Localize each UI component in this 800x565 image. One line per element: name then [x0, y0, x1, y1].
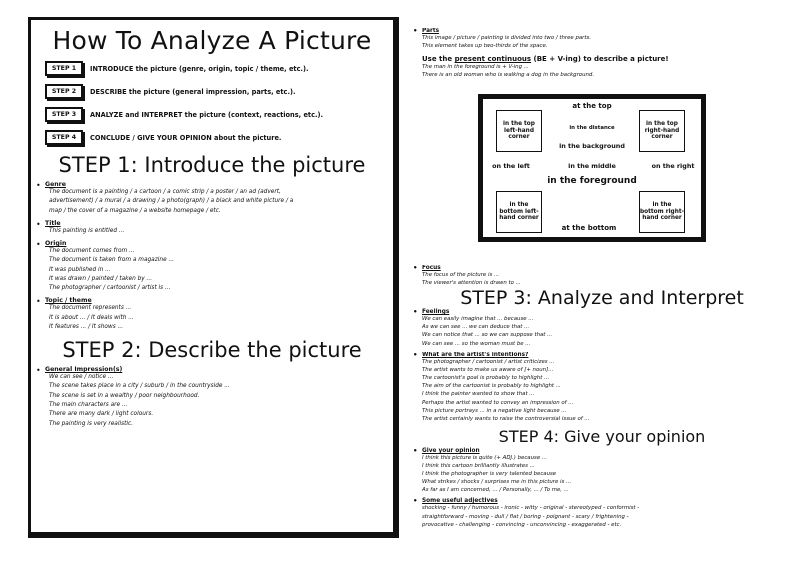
section-line: As far as I am concerned, ... / Personally, ... / To me, ... [422, 487, 569, 494]
section-line: straightforward - moving - dull / flat / boring - poignant - scary / frightening - [422, 513, 629, 520]
example-line: The man in the foreground is + V-ing ... [422, 64, 529, 71]
grid-bottom-left: in the bottom left-hand corner [496, 191, 542, 233]
section-line: This element takes up two-thirds of the space. [422, 43, 548, 50]
grid-right: on the right [651, 162, 695, 170]
section-head-text: Focus [422, 265, 441, 271]
section-line: The cartoonist's goal is probably to highlight ... [422, 375, 550, 382]
section-head [412, 498, 792, 504]
section-line: We can see / notice ... [49, 374, 114, 381]
step4-heading: STEP 4: Give your opinion [498, 426, 706, 446]
section-line: The artist certainly wants to raise the controversial issue of ... [422, 415, 590, 422]
picture-position-grid [478, 94, 706, 242]
section-line: The photographer / cartoonist / artist is ... [49, 285, 171, 292]
step-text: CONCLUDE / GIVE YOUR OPINION about the picture. [90, 133, 282, 142]
step-row [45, 84, 393, 99]
section-line: provocative - challenging - convincing - unconvincing - exaggerated - etc. [422, 521, 622, 528]
grid-top-left: in the top left-hand corner [496, 110, 542, 152]
grid-foreground: in the foreground [547, 176, 637, 186]
section-line: It is about ... / It deals with ... [49, 314, 134, 321]
bullet-icon: • [413, 446, 418, 455]
section-line: The viewer's attention is drawn to ... [422, 280, 521, 287]
section-head-text: Give your opinion [422, 447, 480, 454]
section-line: Perhaps the artist wanted to convey an impression of ... [422, 399, 574, 406]
section-head [412, 448, 792, 454]
bullet-icon: • [36, 240, 41, 250]
section-line: The scene is set in a wealthy / poor neighbourhood. [49, 392, 200, 399]
present-underlined: present continuous [454, 55, 532, 64]
right-top-page [412, 28, 784, 266]
section-head: Title [45, 219, 61, 227]
step1-heading: STEP 1: Introduce the picture [58, 153, 366, 177]
step-text: DESCRIBE the picture (general impression, parts, etc.). [90, 87, 296, 96]
section-line: The focus of the picture is ... [422, 272, 500, 278]
right-mid-page [412, 265, 792, 355]
section-line: This image / picture / painting is divided into two / three parts. [422, 35, 592, 41]
section-line: It was published in ... [49, 266, 111, 273]
section-line: There are many dark / light colours. [49, 411, 154, 418]
section-line: What strikes / shocks / surprises me in this picture is ... [422, 479, 572, 486]
opinion-section [412, 448, 792, 495]
grid-left: on the left [492, 162, 530, 170]
adjectives-section [412, 498, 792, 528]
focus-section [412, 265, 792, 287]
step-row [45, 130, 393, 145]
section-line: We can easily imagine that ... because ... [422, 316, 534, 323]
bullet-icon: • [413, 28, 418, 35]
present-pre: Use the [422, 55, 455, 64]
right-lower-page [412, 352, 792, 557]
section-line: The aim of the cartoonist is probably to highlight ... [422, 383, 561, 390]
section-line: This painting is entitled ... [49, 227, 125, 234]
section-head-text: Parts [422, 28, 440, 34]
present-continuous-tip [412, 55, 784, 63]
grid-background: in the background [559, 142, 625, 150]
section-head: Topic / theme [45, 297, 92, 305]
grid-bottom-right: in the bottom right-hand corner [639, 191, 685, 233]
section-line: The document is a painting / a cartoon / a comic strip / a poster / an ad (advert, [49, 189, 281, 195]
bullet-icon: • [413, 308, 418, 317]
step2-heading: STEP 2: Describe the picture [62, 338, 362, 363]
section-line: The main characters are ... [49, 401, 128, 408]
section-line: map / the cover of a magazine / a website homepage / etc. [49, 207, 221, 214]
section-line: shocking - funny / humorous - ironic - witty - original - stereotyped - conformist - [422, 505, 640, 512]
grid-middle: in the middle [568, 162, 616, 170]
bullet-icon: • [36, 297, 41, 307]
section-head-text: Some useful adjectives [422, 498, 498, 505]
section-line: The photographer / cartoonist / artist criticizes ... [422, 359, 555, 365]
section-line: It was drawn / painted / taken by ... [49, 275, 153, 282]
step-label-box: STEP 1 [45, 61, 83, 76]
section-line: The document represents ... [49, 305, 132, 312]
section-head [412, 309, 792, 315]
section-head [412, 352, 792, 358]
section-head-text: Feelings [422, 309, 450, 316]
section-line: I think the photographer is very talented because [422, 471, 557, 478]
intentions-section [412, 352, 792, 423]
step-text: INTRODUCE the picture (genre, origin, topic / theme, etc.). [90, 64, 309, 73]
grid-at-top: at the top [572, 102, 612, 110]
grid-distance: in the distance [569, 125, 615, 131]
grid-at-bottom: at the bottom [561, 224, 617, 232]
impression-section [31, 366, 393, 429]
step-label-box: STEP 3 [45, 107, 83, 122]
bullet-icon: • [413, 265, 418, 272]
section-line: The scene takes place in a city / suburb / in the countryside ... [49, 383, 230, 390]
section-line: We can notice that ... so we can suppose that ... [422, 332, 553, 339]
section-line: I think the painter wanted to show that ... [422, 391, 535, 398]
section-head: General Impression(s) [45, 366, 123, 374]
section-line: As we can see ... we can deduce that ... [422, 324, 530, 331]
step-label-box: STEP 2 [45, 84, 83, 99]
section-line: I think this picture is quite (+ ADJ.) because ... [422, 454, 547, 461]
section-head [412, 265, 792, 271]
section-head [412, 28, 784, 34]
bullet-icon: • [36, 219, 41, 229]
section-line: advertisement) / a mural / a drawing / a photo(graph) / a black and white picture / a [49, 198, 294, 205]
step-text: ANALYZE and INTERPRET the picture (context, reactions, etc.). [90, 110, 324, 119]
bullet-icon: • [413, 497, 418, 506]
grid-top-right: in the top right-hand corner [639, 110, 685, 152]
title-section [31, 220, 393, 236]
topic-section [31, 297, 393, 332]
example-line: There is an old woman who is walking a dog in the background. [422, 72, 595, 79]
step-row [45, 61, 393, 76]
section-line: The document is taken from a magazine ... [49, 257, 175, 264]
left-page [28, 17, 399, 538]
section-line: We can see ... so the woman must be ... [422, 340, 531, 347]
section-head: Genre [45, 181, 66, 188]
origin-section [31, 240, 393, 293]
section-line: It features ... / It shows ... [49, 323, 124, 330]
present-post: (BE + V-ing) to describe a picture! [531, 55, 669, 64]
parts-section [412, 28, 784, 50]
steps-list [31, 61, 393, 145]
section-head-text: What are the artist's intentions? [422, 352, 529, 358]
bullet-icon: • [36, 366, 41, 376]
section-line: The artist wants to make us aware of [+ noun]... [422, 367, 554, 374]
feelings-section [412, 309, 792, 347]
genre-section [31, 181, 393, 216]
step-label-box: STEP 4 [45, 130, 83, 145]
bullet-icon: • [413, 352, 418, 359]
section-line: I think this cartoon brilliantly illustrates ... [422, 462, 535, 469]
section-line: The painting is very realistic. [49, 420, 134, 427]
section-head: Origin [45, 240, 67, 248]
section-line: This picture portrays ... in a negative light because ... [422, 407, 567, 414]
page-title: How To Analyze A Picture [52, 26, 372, 55]
bullet-icon: • [36, 181, 41, 190]
section-line: The document comes from ... [49, 248, 135, 255]
step-row [45, 107, 393, 122]
step3-heading: STEP 3: Analyze and Interpret [460, 287, 744, 310]
present-examples [412, 63, 784, 79]
